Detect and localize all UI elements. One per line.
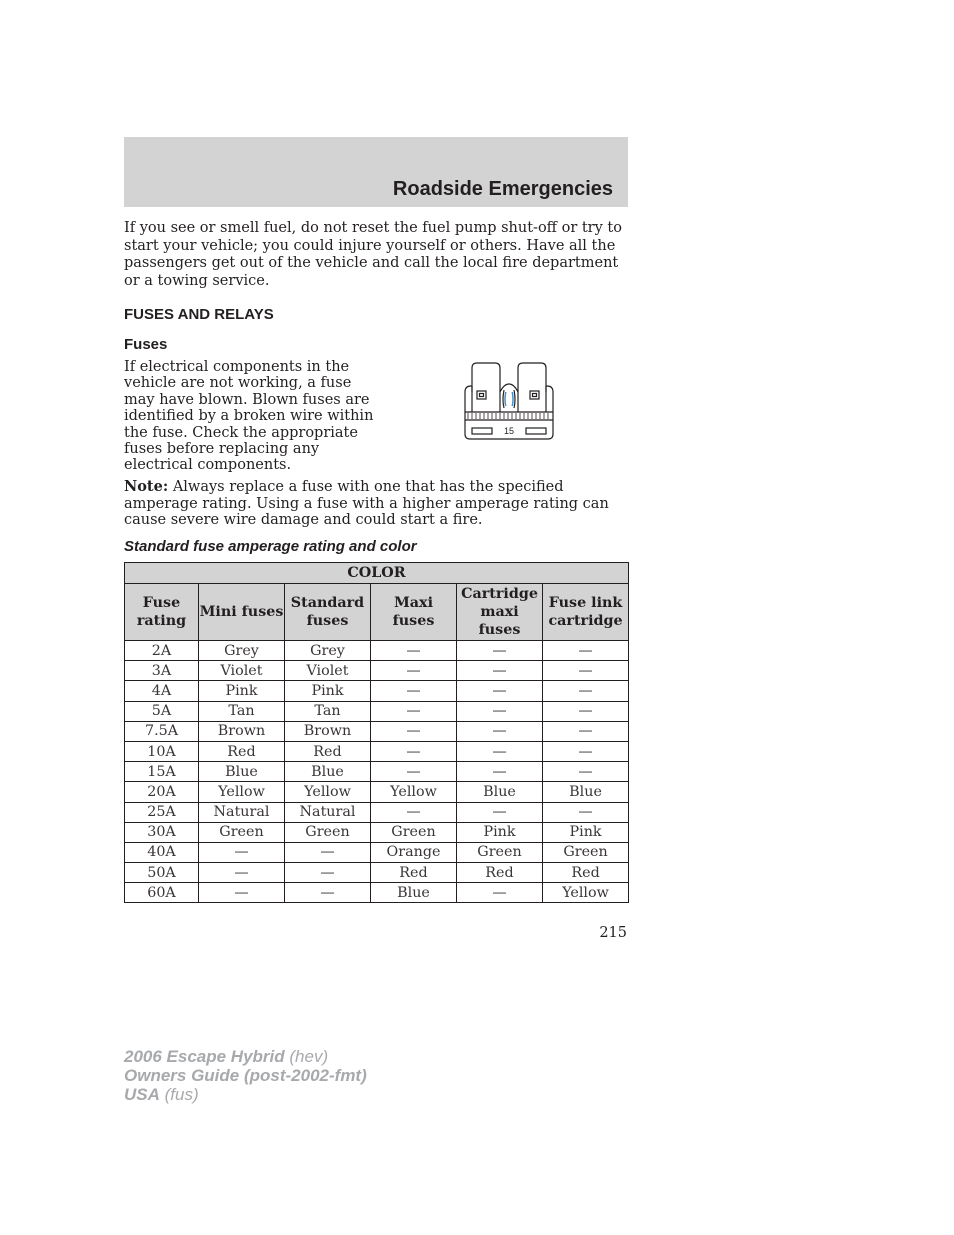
table-cell: — xyxy=(371,802,457,822)
table-cell: — xyxy=(543,701,629,721)
table-cell: 20A xyxy=(125,782,199,802)
table-cell: — xyxy=(457,741,543,761)
table-cell: 25A xyxy=(125,802,199,822)
column-header: Standard fuses xyxy=(285,584,371,641)
table-cell: Tan xyxy=(199,701,285,721)
table-cell: — xyxy=(371,701,457,721)
table-cell: Blue xyxy=(285,762,371,782)
header-band xyxy=(124,137,628,207)
table-cell: — xyxy=(543,721,629,741)
table-cell: Yellow xyxy=(371,782,457,802)
footer-line-1 xyxy=(124,1047,367,1066)
table-cell: — xyxy=(457,802,543,822)
fuses-relays-heading: FUSES AND RELAYS xyxy=(124,306,274,323)
table-row xyxy=(125,721,629,741)
table-cell: — xyxy=(371,762,457,782)
table-cell: Violet xyxy=(285,661,371,681)
table-row xyxy=(125,782,629,802)
table-body xyxy=(125,641,629,903)
table-cell: — xyxy=(371,641,457,661)
table-cell: — xyxy=(457,762,543,782)
page-number: 215 xyxy=(599,925,627,941)
intro-paragraph: If you see or smell fuel, do not reset the fuel pump shut-off or try to start your vehicle; you could injure yourself or others. Have all the passengers get out of the vehicle and call the local fire department or a towing service. xyxy=(124,220,622,289)
table-cell: Green xyxy=(543,842,629,862)
table-cell: Blue xyxy=(543,782,629,802)
table-cell: — xyxy=(199,883,285,903)
note-text: Always replace a fuse with one that has the specified amperage rating. Using a fuse with a higher amperage rating can cause severe wire damage and could start a fire. xyxy=(124,479,609,529)
table-cell: Blue xyxy=(457,782,543,802)
table-cell: Grey xyxy=(285,641,371,661)
fuse-paragraph: If electrical components in the vehicle are not working, a fuse may have blown. Blown fuses are identified by a broken wire within the fuse. Check the appropriate fuses before replacing any electrical components. xyxy=(124,359,374,474)
footer-line-3 xyxy=(124,1085,367,1104)
column-header: Fuse link cartridge xyxy=(543,584,629,641)
table-cell: Green xyxy=(457,842,543,862)
table-cell: Natural xyxy=(199,802,285,822)
table-cell: 10A xyxy=(125,741,199,761)
table-cell: — xyxy=(543,741,629,761)
table-cell: 2A xyxy=(125,641,199,661)
table-cell: Red xyxy=(371,863,457,883)
table-row xyxy=(125,681,629,701)
footer-model: 2006 Escape Hybrid xyxy=(124,1047,285,1066)
column-header: Fuse rating xyxy=(125,584,199,641)
footer-market-code: (fus) xyxy=(159,1085,199,1104)
table-cell: Yellow xyxy=(285,782,371,802)
table-cell: 5A xyxy=(125,701,199,721)
table-cell: — xyxy=(199,842,285,862)
footer-model-code: (hev) xyxy=(284,1047,329,1066)
table-cell: — xyxy=(457,681,543,701)
table-cell: Tan xyxy=(285,701,371,721)
table-cell: Pink xyxy=(285,681,371,701)
footer-guide: Owners Guide (post-2002-fmt) xyxy=(124,1066,367,1085)
column-header: Cartridge maxi fuses xyxy=(457,584,543,641)
note-label: Note: xyxy=(124,478,169,495)
table-cell: — xyxy=(371,721,457,741)
table-cell: — xyxy=(285,842,371,862)
table-cell: Brown xyxy=(285,721,371,741)
table-cell: — xyxy=(457,661,543,681)
column-header: Maxi fuses xyxy=(371,584,457,641)
table-cell: Grey xyxy=(199,641,285,661)
table-cell: Natural xyxy=(285,802,371,822)
table-cell: — xyxy=(199,863,285,883)
table-cell: 30A xyxy=(125,822,199,842)
table-cell: — xyxy=(457,721,543,741)
table-cell: — xyxy=(543,661,629,681)
table-row xyxy=(125,701,629,721)
fuse-number-label: 15 xyxy=(503,426,515,436)
table-cell: Red xyxy=(457,863,543,883)
footer xyxy=(124,1047,367,1104)
footer-market: USA xyxy=(124,1085,160,1104)
table-row xyxy=(125,842,629,862)
table-row xyxy=(125,762,629,782)
table-cell: Green xyxy=(285,822,371,842)
table-cell: Pink xyxy=(543,822,629,842)
table-cell: 60A xyxy=(125,883,199,903)
table-cell: 4A xyxy=(125,681,199,701)
table-row xyxy=(125,883,629,903)
table-cell: — xyxy=(371,741,457,761)
table-cell: — xyxy=(285,883,371,903)
table-row xyxy=(125,822,629,842)
table-row xyxy=(125,863,629,883)
table-cell: 3A xyxy=(125,661,199,681)
table-cell: Red xyxy=(285,741,371,761)
table-cell: — xyxy=(457,641,543,661)
table-cell: Green xyxy=(371,822,457,842)
table-cell: — xyxy=(285,863,371,883)
table-cell: Pink xyxy=(457,822,543,842)
table-cell: — xyxy=(457,883,543,903)
color-group-header: COLOR xyxy=(125,563,629,584)
table-cell: 50A xyxy=(125,863,199,883)
table-cell: 7.5A xyxy=(125,721,199,741)
table-row xyxy=(125,741,629,761)
table-cell: 15A xyxy=(125,762,199,782)
table-cell: 40A xyxy=(125,842,199,862)
column-header: Mini fuses xyxy=(199,584,285,641)
table-caption: Standard fuse amperage rating and color xyxy=(124,538,417,555)
table-cell: Blue xyxy=(371,883,457,903)
note-paragraph xyxy=(124,479,628,529)
table-cell: Pink xyxy=(199,681,285,701)
table-cell: — xyxy=(371,681,457,701)
table-row xyxy=(125,641,629,661)
table-cell: Blue xyxy=(199,762,285,782)
fuses-subheading: Fuses xyxy=(124,336,168,353)
table-cell: — xyxy=(543,681,629,701)
table-cell: Orange xyxy=(371,842,457,862)
table-cell: — xyxy=(543,762,629,782)
footer-line-2 xyxy=(124,1066,367,1085)
fuse-color-table xyxy=(124,562,629,903)
table-cell: Yellow xyxy=(199,782,285,802)
table-cell: Green xyxy=(199,822,285,842)
table-cell: — xyxy=(543,802,629,822)
table-cell: Yellow xyxy=(543,883,629,903)
table-cell: Brown xyxy=(199,721,285,741)
table-cell: Red xyxy=(199,741,285,761)
section-title: Roadside Emergencies xyxy=(392,178,613,200)
table-cell: Red xyxy=(543,863,629,883)
table-cell: — xyxy=(371,661,457,681)
table-cell: Violet xyxy=(199,661,285,681)
fuse-illustration xyxy=(462,362,556,442)
table-row xyxy=(125,802,629,822)
table-row xyxy=(125,661,629,681)
table-cell: — xyxy=(457,701,543,721)
table-cell: — xyxy=(543,641,629,661)
